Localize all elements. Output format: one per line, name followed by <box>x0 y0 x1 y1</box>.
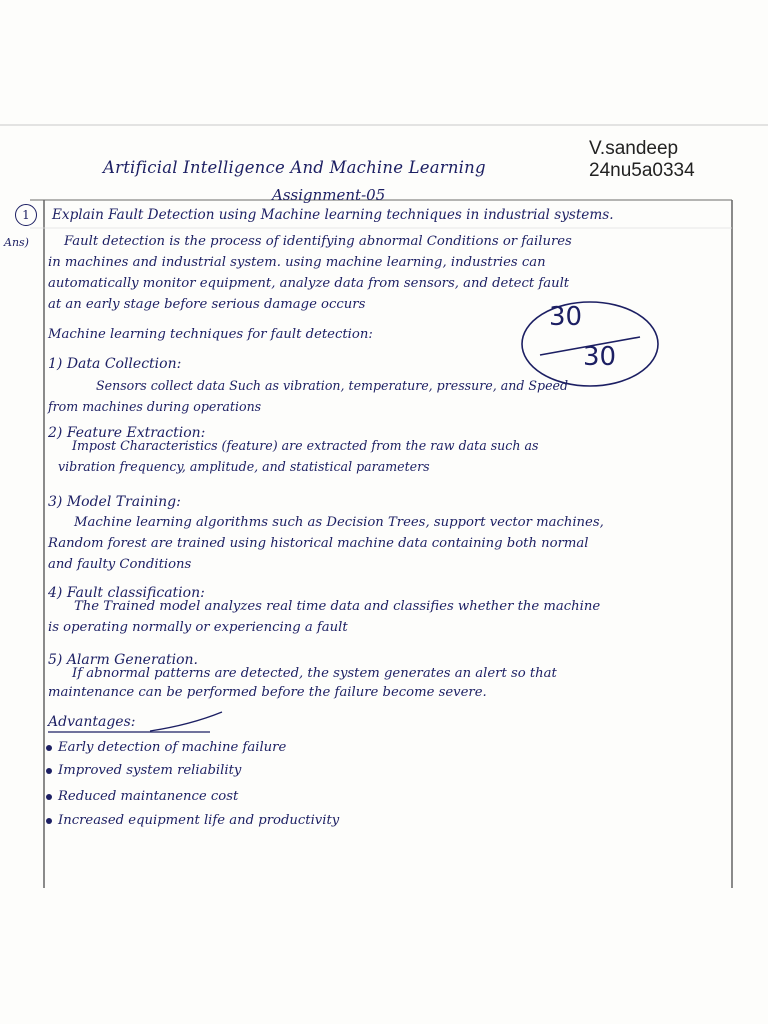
advantage-text: Improved system reliability <box>58 763 242 778</box>
question-text: Explain Fault Detection using Machine learning techniques in industrial systems. <box>52 207 614 223</box>
section-line: Sensors collect data Such as vibration, temperature, pressure, and Speed <box>96 378 569 393</box>
section-line: The Trained model analyzes real time data and classifies whether the machine <box>74 599 601 614</box>
answer-label: Ans) <box>4 236 29 249</box>
section-line: maintenance can be performed before the failure become severe. <box>48 685 487 700</box>
bullet-icon <box>46 818 52 824</box>
advantages-heading: Advantages: <box>48 714 136 730</box>
section-heading-data-collection: 1) Data Collection: <box>48 356 182 372</box>
student-roll-number: 24nu5a0334 <box>589 160 695 181</box>
section-heading-fault-classification: 4) Fault classification: <box>48 585 205 601</box>
advantage-item <box>46 763 241 778</box>
section-heading-alarm-generation: 5) Alarm Generation. <box>48 652 198 668</box>
intro-line: Fault detection is the process of identifying abnormal Conditions or failures <box>64 234 572 249</box>
advantage-item <box>46 813 339 828</box>
assignment-title: Assignment-05 <box>272 186 386 204</box>
intro-line: automatically monitor equipment, analyze data from sensors, and detect fault <box>48 276 570 291</box>
bullet-icon <box>46 745 52 751</box>
techniques-heading: Machine learning techniques for fault detection: <box>48 327 373 342</box>
section-line: Random forest are trained using historical machine data containing both normal <box>48 536 589 551</box>
section-heading-feature-extraction: 2) Feature Extraction: <box>48 425 206 441</box>
section-line: and faulty Conditions <box>48 557 192 572</box>
intro-line: in machines and industrial system. using machine learning, industries can <box>48 255 546 270</box>
advantage-text: Reduced maintanence cost <box>58 789 239 804</box>
question-number: 1 <box>15 204 37 226</box>
student-name: V.sandeep <box>589 138 679 159</box>
student-info <box>589 138 695 182</box>
score-obtained: 30 <box>549 302 583 332</box>
section-line: from machines during operations <box>48 399 262 414</box>
intro-line: at an early stage before serious damage occurs <box>48 297 366 312</box>
score-total: 30 <box>583 342 617 372</box>
advantage-item <box>46 740 286 755</box>
section-line: vibration frequency, amplitude, and statistical parameters <box>58 459 430 474</box>
advantage-text: Early detection of machine failure <box>58 740 287 755</box>
section-line: is operating normally or experiencing a fault <box>48 620 348 635</box>
section-line: Machine learning algorithms such as Decision Trees, support vector machines, <box>74 515 604 530</box>
advantage-item <box>46 789 238 804</box>
advantage-text: Increased equipment life and productivity <box>58 813 340 828</box>
section-heading-model-training: 3) Model Training: <box>48 494 181 510</box>
bullet-icon <box>46 794 52 800</box>
section-line: If abnormal patterns are detected, the system generates an alert so that <box>72 666 557 681</box>
bullet-icon <box>46 768 52 774</box>
course-title: Artificial Intelligence And Machine Learning <box>103 158 486 177</box>
section-line: Impost Characteristics (feature) are extracted from the raw data such as <box>72 438 539 453</box>
